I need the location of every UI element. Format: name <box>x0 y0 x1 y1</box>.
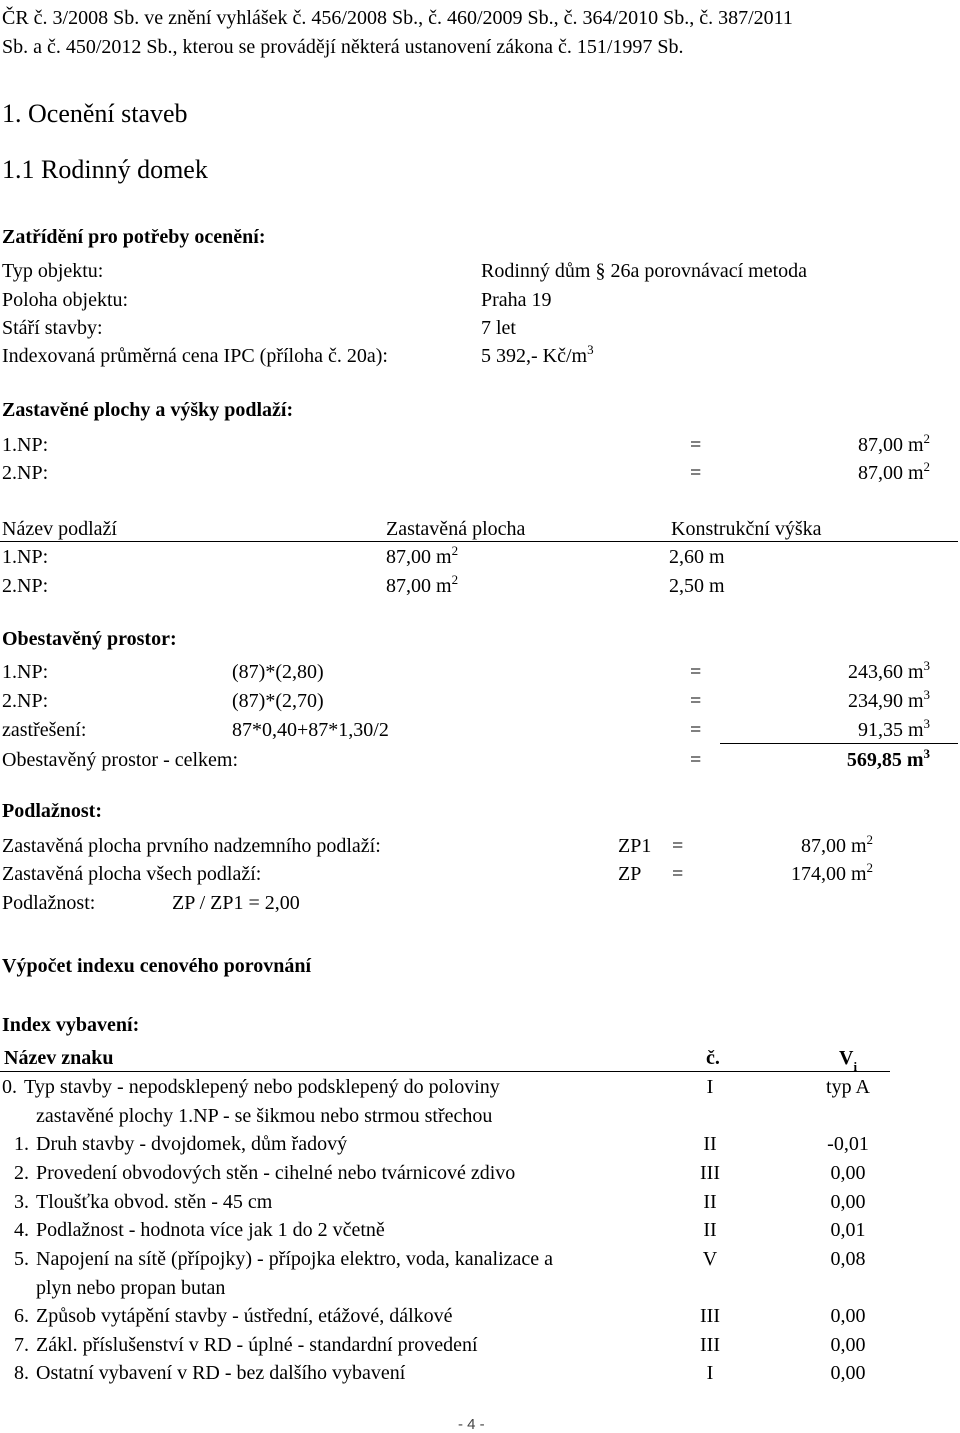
built-area-eq: = <box>690 462 702 484</box>
volume-eq: = <box>690 690 702 712</box>
equipment-row-class: V <box>702 1248 718 1270</box>
volume-total-eq: = <box>690 749 702 771</box>
volume-value: 91,35 $m^3$ <box>857 716 930 741</box>
equipment-row-num: 3. <box>14 1191 29 1213</box>
equipment-row-num: 4. <box>14 1219 29 1241</box>
floors-result-label: Podlažnost: <box>2 892 96 914</box>
floor-table-cell-height: 2,60 m <box>669 546 725 568</box>
floor-table-header-height: Konstrukční výška <box>671 518 822 540</box>
volume-total-label: Obestavěný prostor - celkem: <box>2 749 239 771</box>
class-value-location: Praha 19 <box>481 289 552 311</box>
volume-eq: = <box>690 719 702 741</box>
floors-value: 174,00 $m^2$ <box>790 860 873 885</box>
floors-code: ZP1 <box>618 835 652 857</box>
floors-label: Zastavěná plocha prvního nadzemního podlaží: <box>2 835 381 857</box>
volume-total-value: 569,85 $m^3$ <box>846 746 930 771</box>
equipment-row-value: 0,00 <box>830 1362 866 1384</box>
equipment-header-rule <box>0 1071 890 1072</box>
equipment-row-num: 1. <box>14 1133 29 1155</box>
volume-label: 1.NP: <box>2 661 49 683</box>
equipment-col-name: Název znaku <box>4 1047 114 1069</box>
equipment-row-text: Podlažnost - hodnota více jak 1 do 2 včetně <box>36 1219 385 1241</box>
class-value-age: 7 let <box>481 317 516 339</box>
equipment-row-class: III <box>700 1334 720 1356</box>
equipment-row-num: 7. <box>14 1334 29 1356</box>
floor-table-cell-name: 2.NP: <box>2 575 49 597</box>
equipment-row-value: -0,01 <box>827 1133 869 1155</box>
equipment-row-class: I <box>706 1362 714 1384</box>
floor-table-cell-area: 87,00 $m^2$ <box>386 572 459 597</box>
class-value-ipc: 5 392,- $Kč/m^3$ <box>481 342 594 367</box>
equipment-row-text: Ostatní vybavení v RD - bez dalšího vybavení <box>36 1362 406 1384</box>
volume-heading: Obestavěný prostor: <box>2 628 177 650</box>
built-area-label: 2.NP: <box>2 462 49 484</box>
floors-value: 87,00 $m^2$ <box>800 832 873 857</box>
floors-heading: Podlažnost: <box>2 800 102 822</box>
built-area-value: 87,00 $m^2$ <box>857 459 930 484</box>
floors-label: Zastavěná plocha všech podlaží: <box>2 863 262 885</box>
volume-eq: = <box>690 661 702 683</box>
built-area-label: 1.NP: <box>2 434 49 456</box>
equipment-heading: Index vybavení: <box>2 1014 140 1036</box>
floors-code: ZP <box>618 863 642 885</box>
class-label-location: Poloha objektu: <box>2 289 129 311</box>
equipment-row-value: 0,00 <box>830 1191 866 1213</box>
equipment-row-text-cont: zastavěné plochy 1.NP - se šikmou nebo strmou střechou <box>36 1105 493 1127</box>
floor-table-header-name: Název podlaží <box>2 518 117 540</box>
built-area-value: 87,00 $m^2$ <box>857 431 930 456</box>
equipment-row-value: 0,00 <box>830 1334 866 1356</box>
equipment-row-text: Provedení obvodových stěn - cihelné nebo tvárnicové zdivo <box>36 1162 516 1184</box>
volume-formula: (87)*(2,70) <box>232 690 324 712</box>
equipment-row-class: III <box>700 1162 720 1184</box>
equipment-row-num: 2. <box>14 1162 29 1184</box>
equipment-row-value: typ A <box>826 1076 870 1098</box>
price-index-heading: Výpočet indexu cenového porovnání <box>2 955 312 977</box>
equipment-row-text: Typ stavby - nepodsklepený nebo podsklepený do poloviny <box>24 1076 500 1098</box>
equipment-row-num: 0. <box>2 1076 17 1098</box>
built-areas-heading: Zastavěné plochy a výšky podlaží: <box>2 399 294 421</box>
equipment-row-value: 0,00 <box>830 1162 866 1184</box>
volume-label: zastřešení: <box>2 719 87 741</box>
equipment-row-value: 0,08 <box>830 1248 866 1270</box>
class-value-type: Rodinný dům § 26a porovnávací metoda <box>481 260 808 282</box>
equipment-row-class: II <box>703 1133 717 1155</box>
equipment-col-v: $V_i$ <box>839 1047 858 1074</box>
equipment-row-text: Zákl. příslušenství v RD - úplné - standardní provedení <box>36 1334 478 1356</box>
floor-table-header-rule <box>0 541 958 542</box>
floors-result-value: ZP / ZP1 = 2,00 <box>172 892 300 914</box>
floor-table-header-area: Zastavěná plocha <box>386 518 526 540</box>
equipment-row-class: II <box>703 1219 717 1241</box>
classification-heading: Zatřídění pro potřeby ocenění: <box>2 226 266 248</box>
floor-table-cell-height: 2,50 m <box>669 575 725 597</box>
equipment-row-text-cont: plyn nebo propan butan <box>36 1277 226 1299</box>
subsection-heading: 1.1 Rodinný domek <box>2 155 208 184</box>
built-area-eq: = <box>690 434 702 456</box>
volume-formula: 87*0,40+87*1,30/2 <box>232 719 389 741</box>
equipment-row-class: I <box>706 1076 714 1098</box>
equipment-col-no: č. <box>706 1047 720 1069</box>
class-label-age: Stáří stavby: <box>2 317 103 339</box>
equipment-row-value: 0,00 <box>830 1305 866 1327</box>
floor-table-cell-area: 87,00 $m^2$ <box>386 543 459 568</box>
equipment-row-class: III <box>700 1305 720 1327</box>
header-line-2: Sb. a č. 450/2012 Sb., kterou se provádějí některá ustanovení zákona č. 151/1997 Sb. <box>2 36 684 58</box>
header-line-1: ČR č. 3/2008 Sb. ve znění vyhlášek č. 456/2008 Sb., č. 460/2009 Sb., č. 364/2010 Sb., č. 387/2011 <box>2 7 793 29</box>
volume-formula: (87)*(2,80) <box>232 661 324 683</box>
volume-total-rule <box>720 743 958 744</box>
volume-value: 243,60 $m^3$ <box>847 658 930 683</box>
equipment-row-text: Způsob vytápění stavby - ústřední, etážové, dálkové <box>36 1305 453 1327</box>
volume-value: 234,90 $m^3$ <box>847 687 930 712</box>
equipment-row-value: 0,01 <box>830 1219 866 1241</box>
equipment-row-num: 8. <box>14 1362 29 1384</box>
page-number: - 4 - <box>458 1416 485 1433</box>
class-label-ipc: Indexovaná průměrná cena IPC (příloha č. 20a): <box>2 345 388 367</box>
equipment-row-num: 5. <box>14 1248 29 1270</box>
equipment-row-text: Tloušťka obvod. stěn - 45 cm <box>36 1191 273 1213</box>
equipment-row-num: 6. <box>14 1305 29 1327</box>
floors-eq: = <box>672 863 684 885</box>
volume-label: 2.NP: <box>2 690 49 712</box>
equipment-row-class: II <box>703 1191 717 1213</box>
section-heading: 1. Ocenění staveb <box>2 99 188 128</box>
floor-table-cell-name: 1.NP: <box>2 546 49 568</box>
floors-eq: = <box>672 835 684 857</box>
equipment-row-text: Napojení na sítě (přípojky) - přípojka elektro, voda, kanalizace a <box>36 1248 554 1270</box>
equipment-row-text: Druh stavby - dvojdomek, dům řadový <box>36 1133 348 1155</box>
class-label-type: Typ objektu: <box>2 260 104 282</box>
